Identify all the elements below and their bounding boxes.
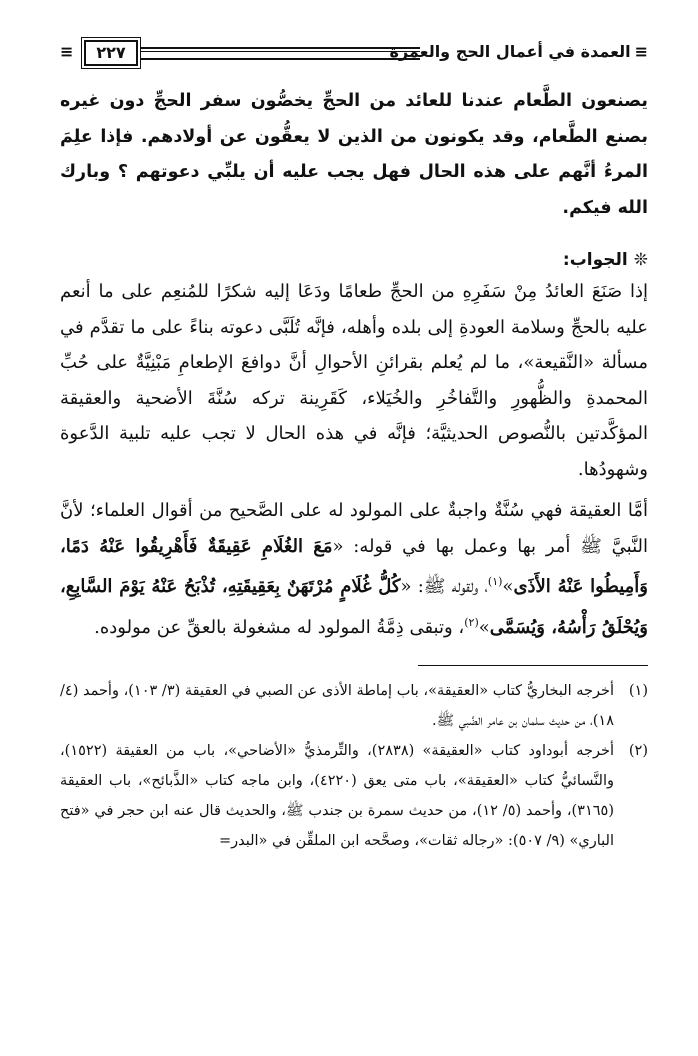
footnote-ref-1[interactable]: (١): [487, 575, 503, 588]
hadith-quote-2: كُلُّ غُلَامٍ مُرْتَهَنٌ بِعَقِيقَتِهِ، تُذْبَحُ عَنْهُ يَوْمَ السَّابِعِ، وَيُحْلَقُ رَأْسُهُ، وَيُسَمَّى: [60, 576, 648, 638]
answer-heading: [60, 246, 648, 274]
header-eq-mark-left: ≡: [60, 42, 74, 61]
page-number: ٢٢٧: [84, 40, 138, 66]
answer-paragraph-1: إذا صَنَعَ العائدُ مِنْ سَفَرِهِ من الحجِّ طعامًا ودَعَا إليه شكرًا للمُنعِم على ما أنعم عليه بالحجِّ وسلامة العودةِ إلى بلده وأهله، فإنَّه تُلَبَّى دعوته بناءً على ما تقدَّم في مسألة «النَّقيعة»، ما لم يُعلم بقرائنِ الأحوالِ أنَّ دوافعَ الإطعامِ مَبْنِيَّةٌ على حُبِّ المحمدةِ والظُّهورِ والتَّفاخُرِ والخُيَلاء، كَقَرِينة تركه سُنَّةَ الأضحية والعقيقة المؤكَّدتين بالنُّصوص الحديثيَّة؛ فإنَّه في هذه الحال لا تجب عليه تلبية الدَّعوة وشهودُها.: [60, 281, 648, 480]
footnotes: [60, 676, 648, 856]
footnote-ref-2[interactable]: (٢): [464, 615, 479, 629]
paragraph-2-part-e: ، وتبقى ذِمَّةُ المولود له مشغولة بالعقِّ عن مولوده.: [94, 616, 465, 638]
footnote-2-text: أخرجه أبوداود كتاب «العقيقة» (٢٨٣٨)، والتِّرمذيُّ «الأضاحي»، باب من العقيقة (١٥٢٢)، والنَّسائيُّ كتاب «العقيقة»، باب متى يعق (٤٢٢٠)، وابن ماجه كتاب «الذَّبائح»، باب العقيقة (٣١٦٥)، وأحمد (٥/ ١٢)، من حديث سمرة بن جندب ﷺ، والحديث قال عنه ابن حجر في «فتح الباري» (٩/ ٥٠٧): «رجاله ثقات»، وصحَّحه ابن الملقِّن في «البدر=: [60, 743, 614, 849]
answer-body: [60, 274, 648, 645]
question-text: يصنعون الطَّعام عندنا للعائد من الحجِّ يخصُّون سفر الحجِّ دون غيره بصنع الطَّعام، وقد يكونون من الذين لا يعقُّون عن أولادهم. فإذا علِمَ المرءُ أنَّهم على هذه الحال فهل يجب عليه أن يلبِّي دعوتهم ؟ وبارك الله فيكم.: [60, 91, 648, 218]
answer-heading-label: الجواب:: [562, 250, 628, 270]
star-ornament-icon: ❊: [633, 250, 648, 270]
paragraph-2-part-d: »: [478, 616, 490, 638]
footnote-divider: [418, 665, 648, 666]
answer-paragraph-2: [60, 493, 648, 645]
hadith-quote-1: مَعَ الغُلَامِ عَقِيقَةٌ فَأَهْرِيقُوا عَنْهُ دَمًا، وَأَمِيطُوا عَنْهُ الأَذَى: [60, 535, 648, 597]
footnote-1-text: أخرجه البخاريُّ كتاب «العقيقة»، باب إماطة الأذى عن الصبي في العقيقة (٣/ ١٠٣)، وأحمد (٤/ ١٨)، من حديث سلمان بن عامر الضَّبي ﷺ.: [60, 683, 614, 729]
header-rule: [138, 47, 420, 60]
footnote-1-number: (١): [628, 683, 648, 699]
page: [60, 38, 648, 856]
footnote-2-number: (٢): [628, 743, 648, 759]
running-title: [390, 42, 648, 62]
paragraph-2-part-b: »: [502, 576, 514, 597]
running-title-text: العمدة في أعمال الحج والعمرة: [389, 42, 631, 61]
footnote-1: [60, 676, 648, 736]
paragraph-2-part-a: أمَّا العقيقة فهي سُنَّةٌ واجبةٌ على المولود له على الصَّحيح من أقوال العلماء؛ لأنَّ النَّبيَّ ﷺ أمر بها وعمل بها في قوله: «: [60, 500, 649, 557]
page-header: [60, 38, 648, 70]
header-eq-mark-right: ≡: [634, 42, 648, 61]
footnote-2: [60, 736, 648, 856]
paragraph-2-part-c: ، ولقوله ﷺ: «: [400, 576, 488, 597]
